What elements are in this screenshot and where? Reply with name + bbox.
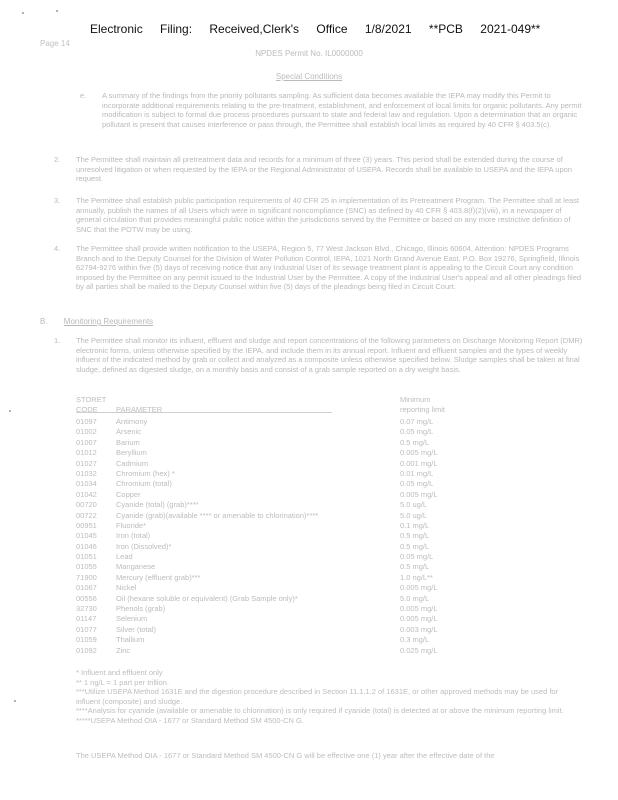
row-code: 01002: [76, 427, 97, 437]
scan-speck: [22, 12, 24, 14]
row-parameter: Beryllium: [116, 448, 147, 458]
paragraph-2: [54, 155, 588, 184]
footnotes: [76, 668, 576, 726]
col-code: CODE: [76, 405, 98, 414]
scan-speck: [9, 410, 11, 412]
table-row: [76, 625, 556, 635]
closing-line: The USEPA Method OIA - 1677 or Standard Method SM 4500-CN G will be effective one (1) year after the effective date of the: [76, 751, 495, 760]
row-minimum: 0.3 mg/L: [400, 635, 430, 645]
header-source: Electronic: [90, 22, 143, 36]
col-minimum: Minimum: [400, 395, 431, 404]
paragraph-marker: 1.: [54, 336, 61, 345]
table-row: [76, 448, 556, 458]
row-code: 00556: [76, 593, 97, 603]
row-minimum: 0.5 mg/L: [400, 531, 430, 541]
table-row: [76, 427, 556, 437]
paragraph-text: The Permittee shall monitor its influent, effluent and sludge and report concentrations of the following parameters on Discharge Monitoring Report (DMR) electronic forms, unless otherwise specified by the IEPA, and include them in its annual report. Influent and effluent samples and the types of weekly influent of the indicated method by grab or collect and analyzed as a composite unless otherwise specified below. Sludge samples shall be taken at final sludge, defined as digested sludge, on a monthly basis and consist of a grab sample reported on a dry weight basis.: [76, 336, 583, 374]
permit-number: NPDES Permit No. IL0000000: [255, 49, 363, 58]
row-code: 01012: [76, 448, 97, 458]
row-code: 01034: [76, 479, 97, 489]
row-code: 71900: [76, 572, 97, 582]
table-row: [76, 552, 556, 562]
header-number: 2021-049**: [480, 22, 541, 36]
row-minimum: 0.005 mg/L: [400, 448, 438, 458]
table-row: [76, 521, 556, 531]
table-row: [76, 635, 556, 645]
row-minimum: 5.0 ug/L: [400, 510, 428, 520]
special-conditions-title: Special Conditions: [275, 72, 343, 81]
row-code: 01059: [76, 635, 97, 645]
row-code: 01077: [76, 624, 97, 634]
row-parameter: Silver (total): [116, 624, 157, 634]
table-row: [76, 490, 556, 500]
row-parameter: Fluoride*: [116, 520, 147, 530]
table-row: [76, 500, 556, 510]
scan-speck: [14, 700, 16, 702]
row-minimum: 0.005 mg/L: [400, 604, 438, 614]
paragraph-3: [54, 196, 588, 234]
row-code: 00951: [76, 520, 97, 530]
row-minimum: 0.005 mg/L: [400, 489, 438, 499]
row-parameter: Zinc: [116, 645, 131, 655]
row-parameter: Barium: [116, 437, 140, 447]
header-received: Received,Clerk's: [209, 22, 300, 36]
row-minimum: 0.025 mg/L: [400, 645, 438, 655]
row-parameter: Cadmium: [116, 458, 149, 468]
section-b-heading: [40, 317, 153, 326]
paragraph-text: A summary of the findings from the priority pollutants sampling. As sufficient data becomes available the IEPA may modify this Permit to incorporate additional requirements relating to the pre-treatment, establishment, and enforcement of local limits for organic pollutants. Any permit modification is subject to formal due process procedures pursuant to state and federal law and regulation. Upon a determination that an organic pollutant is present that causes interference or pass through, the Permittee shall establish local limits as required by 40 CFR § 403.5(c).: [102, 91, 582, 129]
row-code: 01051: [76, 552, 97, 562]
row-parameter: Arsenic: [116, 427, 142, 437]
col-reporting: reporting limit: [400, 405, 446, 414]
row-parameter: Antimony: [116, 417, 148, 426]
footnote: * Influent and effluent only: [76, 668, 163, 677]
row-minimum: 0.5 mg/L: [400, 437, 430, 447]
paragraph-e: [80, 91, 588, 129]
paragraph-text: The Permittee shall maintain all pretreatment data and records for a minimum of three (3) years. This period shall be extended during the course of unresolved litigation or when requested by the IEPA or the Regional Administrator of USEPA. Records shall be available to USEPA and the IEPA upon request.: [76, 155, 572, 184]
row-minimum: 0.05 mg/L: [400, 479, 434, 489]
row-code: 01042: [76, 489, 97, 499]
row-code: 01147: [76, 614, 97, 624]
row-code: 00720: [76, 500, 97, 510]
row-parameter: Iron (total): [116, 531, 151, 541]
header-date: 1/8/2021: [364, 22, 412, 36]
footnote: ** 1 ng/L = 1 part per trillion.: [76, 677, 169, 687]
col-parameter: PARAMETER: [116, 405, 163, 414]
footnote: *****USEPA Method OIA - 1677 or Standard Method SM 4500-CN G.: [76, 715, 304, 725]
table-row: [76, 562, 556, 572]
page-label: Page 14: [40, 39, 70, 48]
section-title: Monitoring Requirements: [63, 317, 154, 326]
table-row: [76, 479, 556, 489]
table-row: [76, 469, 556, 479]
row-minimum: 0.05 mg/L: [400, 552, 434, 562]
paragraph-marker: 4.: [54, 244, 61, 253]
filing-header: [90, 22, 554, 36]
row-parameter: Selenium: [116, 614, 148, 624]
row-code: 01027: [76, 458, 97, 468]
table-header-rule: [76, 412, 332, 413]
row-minimum: 0.001 mg/L: [400, 458, 438, 468]
table-row: [76, 531, 556, 541]
table-row: [76, 614, 556, 624]
footnote: ***Utilize USEPA Method 1631E and the digestion procedure described in Section 11.1.1.2 of 1631E, or other approved methods may be used for influent (composite) and sludge.: [76, 687, 559, 706]
row-minimum: 0.1 mg/L: [400, 520, 430, 530]
header-office: Office: [316, 22, 348, 36]
row-code: 01046: [76, 541, 97, 551]
table-row: [76, 511, 556, 521]
row-minimum: 0.07 mg/L: [400, 417, 434, 426]
row-minimum: 0.005 mg/L: [400, 614, 438, 624]
table-row: [76, 594, 556, 604]
row-code: 01097: [76, 417, 97, 426]
table-row: [76, 573, 556, 583]
table-row: [76, 604, 556, 614]
table-row: [76, 459, 556, 469]
row-minimum: 5.0 ug/L: [400, 500, 428, 510]
row-minimum: 0.5 mg/L: [400, 541, 430, 551]
table-row: [76, 417, 556, 427]
table-row: [76, 438, 556, 448]
row-parameter: Copper: [116, 489, 141, 499]
row-code: 01007: [76, 437, 97, 447]
row-parameter: Iron (Dissolved)*: [116, 541, 172, 551]
paragraph-text: The Permittee shall establish public participation requirements of 40 CFR 25 in implementation of its Pretreatment Program. The Permittee shall at least annually, publish the names of all Users which were in significant noncompliance (SNC) as defined by 40 CFR § 403.8(f)(2)(viii), in a newspaper of general circulation that provides meaningful public notice within the jurisdictions served by the Permittee or based on any more restrictive definition of SNC that the POTW may be using.: [76, 196, 580, 234]
row-parameter: Mercury (effluent grab)***: [116, 572, 201, 582]
header-docket: **PCB: [428, 22, 463, 36]
row-parameter: Phenols (grab): [116, 604, 166, 614]
row-minimum: 1.0 ng/L**: [400, 572, 433, 582]
row-parameter: Oil (hexane soluble or equivalent) (Grab Sample only)*: [116, 593, 298, 603]
row-code: 32730: [76, 604, 97, 614]
row-minimum: 0.003 mg/L: [400, 624, 438, 634]
paragraph-marker: 3.: [54, 196, 61, 205]
row-parameter: Cyanide (total) (grab)****: [116, 500, 199, 510]
row-code: 01055: [76, 562, 97, 572]
row-code: 01092: [76, 645, 97, 655]
paragraph-text: The Permittee shall provide written notification to the USEPA, Region 5, 77 West Jackson Blvd., Chicago, Illinois 60604, Attention: NPDES Programs Branch and to the Deputy Counsel for the Division of Water Pollution Control, IEPA, 1021 North Grand Avenue East, P.O. Box 19276, Springfield, Illinois 62794-9276 within five (5) days of receiving notice that any Industrial User of its sewage treatment plant is appealing to the Circuit Court any condition imposed by the Permittee on any permit issued to the Industrial User by the Permittee. A copy of the Industrial User's appeal and all other pleadings filed by all parties shall be mailed to the Deputy Counsel within five (5) days of the pleadings being filed in Circuit Court.: [76, 244, 582, 292]
row-minimum: 5.0 mg/L: [400, 593, 430, 603]
row-parameter: Nickel: [116, 583, 137, 593]
paragraph-marker: e.: [80, 91, 87, 100]
row-code: 01067: [76, 583, 97, 593]
section-marker: B.: [40, 317, 48, 326]
footnote: ****Analysis for cyanide (available or amenable to chlorination) is only required if cyanide (total) is detected at or above the minimum reporting limit.: [76, 706, 564, 716]
row-code: 01045: [76, 531, 97, 541]
table-row: [76, 542, 556, 552]
row-code: 00722: [76, 510, 97, 520]
row-parameter: Manganese: [116, 562, 156, 572]
row-parameter: Chromium (total): [116, 479, 172, 489]
row-parameter: Lead: [116, 552, 133, 562]
row-parameter: Cyanide (grab)(available **** or amenable to chlorination)****: [116, 510, 319, 520]
row-minimum: 0.01 mg/L: [400, 468, 434, 478]
row-minimum: 0.5 mg/L: [400, 562, 430, 572]
table-row: [76, 583, 556, 593]
row-code: 01032: [76, 468, 97, 478]
row-parameter: Chromium (hex) *: [116, 468, 175, 478]
row-minimum: 0.05 mg/L: [400, 427, 434, 437]
row-parameter: Thallium: [116, 635, 145, 645]
table-row: [76, 646, 556, 656]
paragraph-4: [54, 244, 588, 292]
header-filing: Filing:: [160, 22, 193, 36]
paragraph-marker: 2.: [54, 155, 61, 164]
row-minimum: 0.005 mg/L: [400, 583, 438, 593]
monitoring-paragraph: [54, 336, 588, 374]
scan-speck: [56, 10, 58, 12]
parameter-table: [76, 417, 556, 656]
col-storet: STORET: [76, 395, 107, 404]
